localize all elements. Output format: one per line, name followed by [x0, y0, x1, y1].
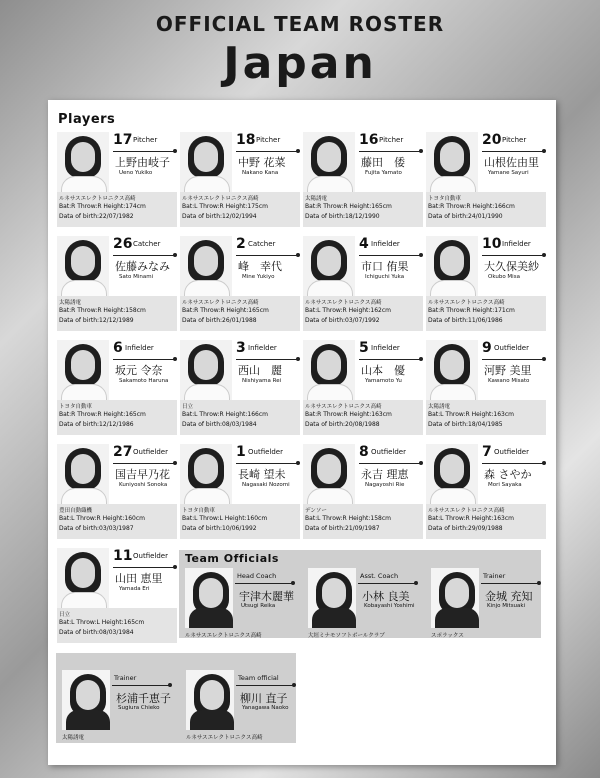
player-name-jp: 山根佐由里 [484, 156, 539, 169]
position-label: Pitcher [133, 136, 158, 144]
position-label: Outfielder [133, 448, 168, 456]
player-card [180, 444, 300, 539]
position-label: Outfielder [248, 448, 283, 456]
bat-throw-height: Bat:R Throw:R Height:174cm [59, 203, 146, 210]
date-of-birth: Data of birth:24/01/1990 [428, 213, 503, 220]
roster-header [0, 0, 600, 100]
player-name-en: Kawano Misato [488, 378, 530, 384]
official-name-en: Utsugi Reika [241, 603, 276, 609]
position-label: Infielder [125, 344, 154, 352]
bat-throw-height: Bat:L Throw:R Height:160cm [59, 515, 146, 522]
rule-dot [173, 149, 177, 153]
official-card [62, 670, 174, 740]
player-name-en: Fujita Yamato [365, 170, 402, 176]
jersey-number: 11 [113, 548, 133, 564]
official-role: Head Coach [237, 572, 277, 580]
player-name-jp: 中野 花菜 [238, 156, 286, 169]
official-name-jp: 金城 充知 [485, 590, 533, 603]
player-photo [57, 132, 109, 192]
rule-dot [296, 461, 300, 465]
player-info [426, 504, 546, 539]
club-name: トヨタ自動車 [182, 508, 216, 514]
player-name-jp: 永吉 理恵 [361, 468, 409, 481]
rule-dot [296, 357, 300, 361]
player-name-jp: 藤田 倭 [361, 156, 405, 169]
uniform-shape [307, 176, 353, 192]
club-name: ルネサスエレクトロニクス高崎 [182, 196, 259, 202]
rule-dot [537, 581, 541, 585]
player-name-en: Mori Sayaka [488, 482, 522, 488]
official-photo [186, 670, 234, 730]
official-card [431, 568, 543, 638]
rule-line [358, 583, 416, 584]
face-shape [200, 680, 224, 710]
rule-dot [414, 581, 418, 585]
jersey-number: 27 [113, 444, 133, 460]
official-photo [62, 670, 110, 730]
player-photo [303, 340, 355, 400]
player-name-jp: 市口 侑果 [361, 260, 409, 273]
club-name: 日立 [182, 404, 194, 410]
rule-dot [173, 253, 177, 257]
player-photo [426, 132, 478, 192]
official-name-jp: 小林 良美 [362, 590, 410, 603]
face-shape [317, 350, 341, 380]
rule-line [482, 255, 544, 256]
player-card [303, 132, 423, 227]
player-photo [180, 444, 232, 504]
player-photo [180, 340, 232, 400]
players-heading: Players [58, 112, 116, 127]
position-label: Pitcher [502, 136, 527, 144]
uniform-shape [61, 592, 107, 608]
rule-line [482, 151, 544, 152]
suit-shape [312, 608, 356, 628]
player-name-en: Yamamoto Yu [365, 378, 402, 384]
rule-line [113, 359, 175, 360]
uniform-shape [61, 384, 107, 400]
player-card [57, 548, 177, 643]
rule-dot [419, 357, 423, 361]
player-name-en: Ueno Yukiko [119, 170, 153, 176]
rule-line [236, 685, 294, 686]
club-name: ルネサスエレクトロニクス高崎 [428, 300, 505, 306]
bat-throw-height: Bat:L Throw:L Height:165cm [59, 619, 145, 626]
official-photo [431, 568, 479, 628]
player-photo [57, 548, 109, 608]
rule-line [236, 359, 298, 360]
jersey-number: 8 [359, 444, 369, 460]
player-card [180, 236, 300, 331]
position-label: Pitcher [256, 136, 281, 144]
official-card [308, 568, 420, 638]
player-card [303, 236, 423, 331]
player-info [426, 192, 546, 227]
official-club: ルネサスエレクトロニクス高崎 [186, 735, 263, 741]
rule-line [113, 255, 175, 256]
player-card [303, 444, 423, 539]
face-shape [71, 246, 95, 276]
official-photo [185, 568, 233, 628]
player-name-jp: 西山 麗 [238, 364, 282, 377]
official-role: Trainer [483, 572, 506, 580]
player-info [57, 504, 177, 539]
player-name-jp: 国吉早乃花 [115, 468, 170, 481]
player-photo [426, 444, 478, 504]
player-name-jp: 山田 恵里 [115, 572, 163, 585]
player-info [57, 608, 177, 643]
club-name: トヨタ自動車 [428, 196, 462, 202]
suit-shape [66, 710, 110, 730]
official-name-en: Yanagawa Naoko [242, 705, 289, 711]
rule-dot [542, 461, 546, 465]
face-shape [317, 142, 341, 172]
bat-throw-height: Bat:L Throw:R Height:166cm [182, 411, 269, 418]
bat-throw-height: Bat:R Throw:R Height:158cm [59, 307, 146, 314]
jersey-number: 16 [359, 132, 379, 148]
rule-line [359, 359, 421, 360]
rule-dot [173, 357, 177, 361]
player-photo [426, 236, 478, 296]
date-of-birth: Data of birth:03/07/1992 [305, 317, 380, 324]
face-shape [194, 454, 218, 484]
player-name-jp: 長崎 望未 [238, 468, 286, 481]
rule-dot [419, 253, 423, 257]
uniform-shape [430, 280, 476, 296]
bat-throw-height: Bat:L Throw:R Height:158cm [305, 515, 392, 522]
date-of-birth: Data of birth:12/02/1994 [182, 213, 257, 220]
uniform-shape [430, 488, 476, 504]
jersey-number: 5 [359, 340, 369, 356]
player-card [426, 444, 546, 539]
official-photo [308, 568, 356, 628]
suit-shape [189, 608, 233, 628]
face-shape [199, 578, 223, 608]
player-photo [180, 236, 232, 296]
rule-dot [296, 149, 300, 153]
face-shape [71, 454, 95, 484]
official-role: Asst. Coach [360, 572, 399, 580]
player-info [57, 296, 177, 331]
player-name-en: Nagasaki Nozomi [242, 482, 290, 488]
club-name: ルネサスエレクトロニクス高崎 [428, 508, 505, 514]
club-name: ルネサスエレクトロニクス高崎 [59, 196, 136, 202]
official-club: スポラックス [431, 633, 464, 639]
bat-throw-height: Bat:L Throw:R Height:175cm [182, 203, 269, 210]
date-of-birth: Data of birth:10/06/1992 [182, 525, 257, 532]
rule-line [112, 685, 170, 686]
player-info [426, 400, 546, 435]
official-name-en: Kobayashi Yoshimi [364, 603, 415, 609]
official-club: 大垣ミナモソフトボールクラブ [308, 633, 385, 639]
player-name-jp: 坂元 令奈 [115, 364, 163, 377]
rule-dot [291, 581, 295, 585]
rule-line [482, 359, 544, 360]
date-of-birth: Data of birth:18/12/1990 [305, 213, 380, 220]
bat-throw-height: Bat:R Throw:R Height:166cm [428, 203, 515, 210]
player-card [180, 340, 300, 435]
official-name-jp: 宇津木麗華 [239, 590, 294, 603]
bat-throw-height: Bat:L Throw:R Height:162cm [305, 307, 392, 314]
rule-line [359, 151, 421, 152]
face-shape [317, 246, 341, 276]
player-name-jp: 大久保美紗 [484, 260, 539, 273]
rule-line [113, 463, 175, 464]
player-card [180, 132, 300, 227]
player-name-en: Okubo Misa [488, 274, 520, 280]
player-name-en: Nagayoshi Rie [365, 482, 405, 488]
player-name-en: Nishiyama Rei [242, 378, 282, 384]
date-of-birth: Data of birth:20/08/1988 [305, 421, 380, 428]
rule-line [236, 255, 298, 256]
official-name-jp: 杉浦千恵子 [116, 692, 171, 705]
uniform-shape [184, 488, 230, 504]
face-shape [76, 680, 100, 710]
rule-dot [419, 461, 423, 465]
position-label: Infielder [371, 240, 400, 248]
team-name: Japan [223, 38, 377, 89]
jersey-number: 9 [482, 340, 492, 356]
date-of-birth: Data of birth:08/03/1984 [59, 629, 134, 636]
player-info [303, 296, 423, 331]
jersey-number: 26 [113, 236, 133, 252]
officials-heading: Team Officials [185, 552, 279, 565]
player-info [303, 400, 423, 435]
date-of-birth: Data of birth:11/06/1986 [428, 317, 503, 324]
date-of-birth: Data of birth:12/12/1986 [59, 421, 134, 428]
uniform-shape [61, 280, 107, 296]
position-label: Outfielder [133, 552, 168, 560]
player-info [303, 192, 423, 227]
uniform-shape [430, 384, 476, 400]
uniform-shape [307, 488, 353, 504]
jersey-number: 7 [482, 444, 492, 460]
rule-dot [542, 149, 546, 153]
player-info [180, 400, 300, 435]
face-shape [445, 578, 469, 608]
official-club: 太陽誘電 [62, 735, 85, 741]
uniform-shape [307, 280, 353, 296]
rule-dot [542, 357, 546, 361]
player-info [303, 504, 423, 539]
player-info [57, 192, 177, 227]
player-photo [57, 444, 109, 504]
suit-shape [190, 710, 234, 730]
uniform-shape [184, 384, 230, 400]
player-photo [426, 340, 478, 400]
jersey-number: 10 [482, 236, 502, 252]
player-name-en: Nakano Kana [242, 170, 279, 176]
rule-line [481, 583, 539, 584]
bat-throw-height: Bat:L Throw:R Height:163cm [428, 411, 515, 418]
rule-dot [173, 461, 177, 465]
club-name: 豊田自動織機 [59, 508, 93, 514]
player-photo [303, 236, 355, 296]
official-card [185, 568, 297, 638]
face-shape [440, 142, 464, 172]
suit-shape [435, 608, 479, 628]
player-card [57, 444, 177, 539]
club-name: ルネサスエレクトロニクス高崎 [182, 300, 259, 306]
date-of-birth: Data of birth:18/04/1985 [428, 421, 503, 428]
player-name-en: Kuniyoshi Sonoka [119, 482, 168, 488]
uniform-shape [61, 488, 107, 504]
position-label: Catcher [133, 240, 161, 248]
player-name-en: Yamada Eri [119, 586, 150, 592]
official-name-jp: 柳川 直子 [240, 692, 288, 705]
player-card [303, 340, 423, 435]
face-shape [71, 558, 95, 588]
rule-line [235, 583, 293, 584]
club-name: トヨタ自動車 [59, 404, 93, 410]
date-of-birth: Data of birth:12/12/1989 [59, 317, 134, 324]
club-name: デンソー [305, 508, 327, 514]
club-name: 日立 [59, 612, 71, 618]
club-name: 太陽誘電 [59, 300, 82, 306]
date-of-birth: Data of birth:08/03/1984 [182, 421, 257, 428]
bat-throw-height: Bat:R Throw:R Height:165cm [305, 203, 392, 210]
position-label: Outfielder [494, 448, 529, 456]
position-label: Infielder [371, 344, 400, 352]
player-name-en: Yamane Sayuri [488, 170, 529, 176]
jersey-number: 20 [482, 132, 502, 148]
face-shape [440, 350, 464, 380]
player-name-jp: 佐藤みなみ [115, 260, 170, 273]
player-card [57, 236, 177, 331]
face-shape [71, 350, 95, 380]
player-name-en: Sato Minami [119, 274, 154, 280]
rule-line [113, 567, 175, 568]
position-label: Pitcher [379, 136, 404, 144]
player-photo [180, 132, 232, 192]
rule-dot [542, 253, 546, 257]
player-photo [303, 132, 355, 192]
player-info [180, 504, 300, 539]
face-shape [71, 142, 95, 172]
player-card [426, 236, 546, 331]
jersey-number: 2 [236, 236, 246, 252]
player-name-jp: 河野 美里 [484, 364, 532, 377]
jersey-number: 17 [113, 132, 133, 148]
date-of-birth: Data of birth:26/01/1988 [182, 317, 257, 324]
face-shape [440, 246, 464, 276]
face-shape [317, 454, 341, 484]
rule-line [113, 151, 175, 152]
position-label: Infielder [248, 344, 277, 352]
player-photo [57, 340, 109, 400]
player-photo [57, 236, 109, 296]
player-info [57, 400, 177, 435]
rule-line [482, 463, 544, 464]
player-photo [303, 444, 355, 504]
position-label: Infielder [502, 240, 531, 248]
face-shape [440, 454, 464, 484]
player-info [180, 296, 300, 331]
jersey-number: 1 [236, 444, 246, 460]
jersey-number: 18 [236, 132, 256, 148]
official-card [186, 670, 298, 740]
club-name: ルネサスエレクトロニクス高崎 [305, 300, 382, 306]
club-name: 太陽誘電 [428, 404, 451, 410]
player-card [57, 340, 177, 435]
position-label: Outfielder [371, 448, 406, 456]
date-of-birth: Data of birth:21/09/1987 [305, 525, 380, 532]
player-name-en: Ichiguchi Yuka [365, 274, 405, 280]
official-role: Trainer [114, 674, 137, 682]
club-name: ルネサスエレクトロニクス高崎 [305, 404, 382, 410]
player-name-en: Mine Yukiyo [242, 274, 275, 280]
jersey-number: 3 [236, 340, 246, 356]
player-info [180, 192, 300, 227]
uniform-shape [61, 176, 107, 192]
bat-throw-height: Bat:R Throw:R Height:165cm [182, 307, 269, 314]
rule-dot [292, 683, 296, 687]
club-name: 太陽誘電 [305, 196, 328, 202]
uniform-shape [184, 176, 230, 192]
rule-line [359, 463, 421, 464]
uniform-shape [307, 384, 353, 400]
face-shape [194, 350, 218, 380]
jersey-number: 4 [359, 236, 369, 252]
face-shape [322, 578, 346, 608]
rule-dot [419, 149, 423, 153]
player-name-jp: 上野由岐子 [115, 156, 170, 169]
rule-line [236, 463, 298, 464]
official-club: ルネサスエレクトロニクス高崎 [185, 633, 262, 639]
roster-subtitle: OFFICIAL TEAM ROSTER [155, 12, 445, 36]
bat-throw-height: Bat:R Throw:R Height:171cm [428, 307, 515, 314]
position-label: Catcher [248, 240, 276, 248]
official-name-en: Kinjo Mitsuaki [487, 603, 526, 609]
uniform-shape [184, 280, 230, 296]
bat-throw-height: Bat:L Throw:R Height:163cm [428, 515, 515, 522]
date-of-birth: Data of birth:22/07/1982 [59, 213, 134, 220]
uniform-shape [430, 176, 476, 192]
bat-throw-height: Bat:R Throw:R Height:165cm [59, 411, 146, 418]
player-name-jp: 峰 幸代 [238, 260, 282, 273]
bat-throw-height: Bat:R Throw:R Height:163cm [305, 411, 392, 418]
official-role: Team official [238, 674, 279, 682]
face-shape [194, 142, 218, 172]
face-shape [194, 246, 218, 276]
player-name-jp: 森 さやか [484, 468, 532, 481]
rule-line [359, 255, 421, 256]
player-card [57, 132, 177, 227]
player-card [426, 340, 546, 435]
player-name-jp: 山本 優 [361, 364, 405, 377]
rule-dot [168, 683, 172, 687]
rule-dot [296, 253, 300, 257]
official-name-en: Sugiura Chieko [118, 705, 160, 711]
player-name-en: Sakamoto Haruna [119, 378, 169, 384]
bat-throw-height: Bat:L Throw:L Height:160cm [182, 515, 268, 522]
position-label: Outfielder [494, 344, 529, 352]
player-info [426, 296, 546, 331]
rule-dot [173, 565, 177, 569]
rule-line [236, 151, 298, 152]
jersey-number: 6 [113, 340, 123, 356]
date-of-birth: Data of birth:29/09/1988 [428, 525, 503, 532]
player-card [426, 132, 546, 227]
date-of-birth: Data of birth:03/03/1987 [59, 525, 134, 532]
